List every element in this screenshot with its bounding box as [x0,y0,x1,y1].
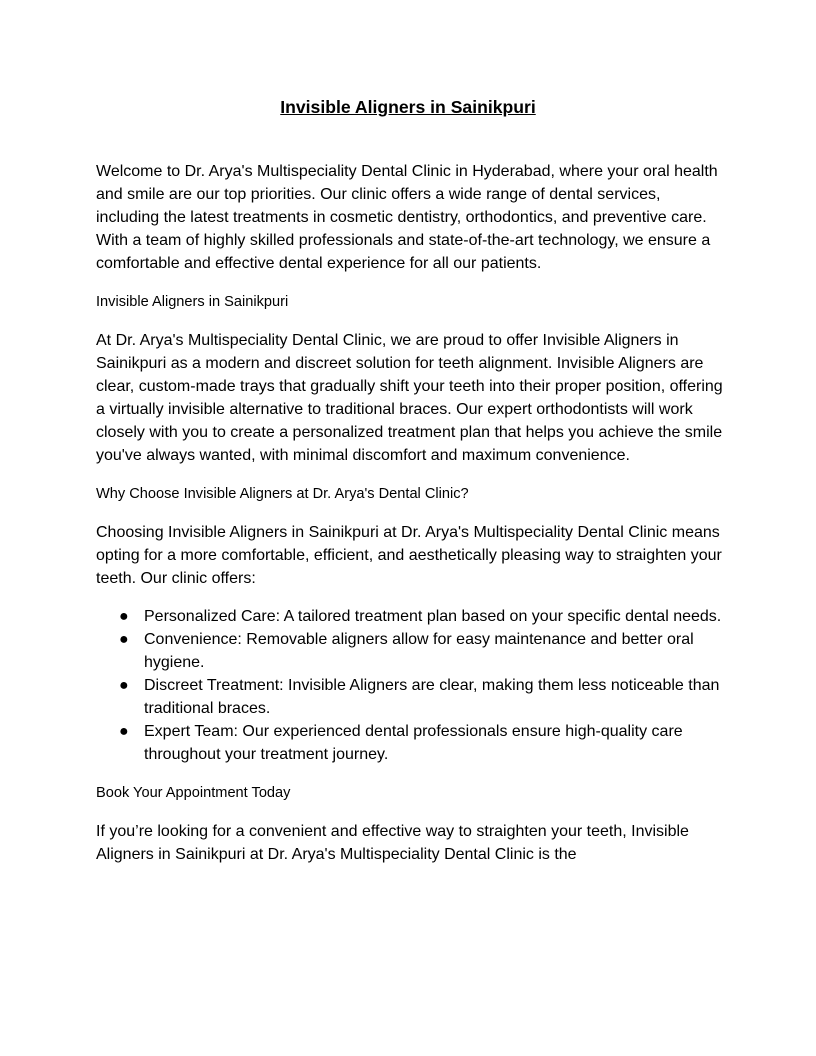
section-heading-book-appointment: Book Your Appointment Today [96,785,291,801]
bullet-icon: ● [119,631,129,648]
section-heading-why-choose: Why Choose Invisible Aligners at Dr. Arya's Dental Clinic? [96,486,469,502]
section-body-why-choose: Choosing Invisible Aligners in Sainikpuri at Dr. Arya's Multispeciality Dental Clinic means opting for a more comfortable, efficient, and aesthetically pleasing way to straighten your teeth. Our clinic offers: [96,524,722,587]
list-item [96,628,726,674]
list-item-text: Personalized Care: A tailored treatment plan based on your specific dental needs. [144,608,722,625]
bullet-icon: ● [119,608,129,625]
list-item-text: Discreet Treatment: Invisible Aligners are clear, making them less noticeable than traditional braces. [144,677,720,717]
bullet-icon: ● [119,723,129,740]
list-item [96,674,726,720]
document-body [96,160,726,866]
intro-paragraph: Welcome to Dr. Arya's Multispeciality Dental Clinic in Hyderabad, where your oral health and smile are our top priorities. Our clinic offers a wide range of dental services, including the latest treatments in cosmetic dentistry, orthodontics, and preventive care. With a team of highly skilled professionals and state-of-the-art technology, we ensure a comfortable and effective dental experience for all our patients. [96,163,718,272]
benefits-list [96,605,726,766]
list-item [96,720,726,766]
list-item-text: Convenience: Removable aligners allow for easy maintenance and better oral hygiene. [144,631,694,671]
bullet-icon: ● [119,677,129,694]
page-title: Invisible Aligners in Sainikpuri [280,97,536,117]
list-item-text: Expert Team: Our experienced dental professionals ensure high-quality care throughout your treatment journey. [144,723,683,763]
section-heading-invisible-aligners: Invisible Aligners in Sainikpuri [96,294,289,310]
list-item [96,605,726,628]
section-body-invisible-aligners: At Dr. Arya's Multispeciality Dental Clinic, we are proud to offer Invisible Aligners in Sainikpuri as a modern and discreet solution for teeth alignment. Invisible Aligners are clear, custom-made trays that gradually shift your teeth into their proper position, offering a virtually invisible alternative to traditional braces. Our expert orthodontists will work closely with you to create a personalized treatment plan that helps you achieve the smile you've always wanted, with minimal discomfort and maximum convenience. [96,332,723,464]
section-body-book-appointment: If you’re looking for a convenient and effective way to straighten your teeth, Invisible Aligners in Sainikpuri at Dr. Arya's Multispeciality Dental Clinic is the [96,823,689,863]
